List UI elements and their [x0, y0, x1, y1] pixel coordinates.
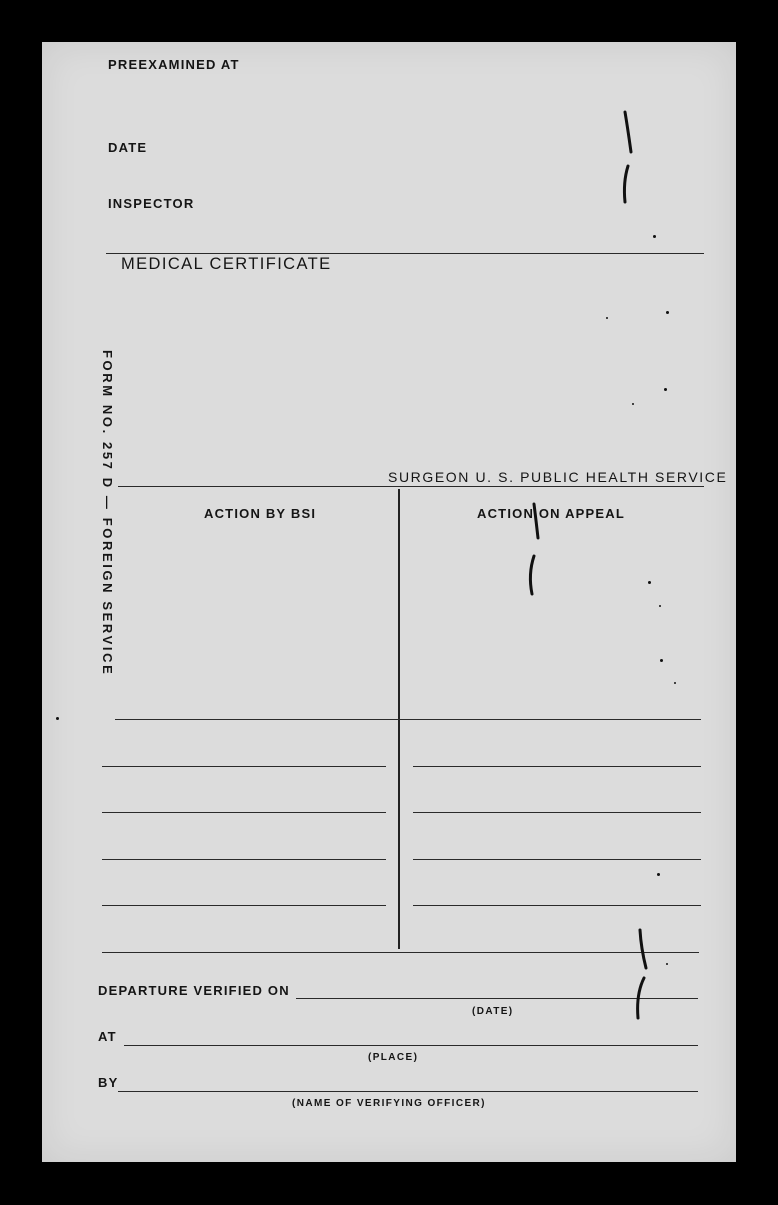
tick-mark-icon	[634, 926, 654, 972]
medical-certificate-card	[42, 42, 736, 1162]
officer-caption: (NAME OF VERIFYING OFFICER)	[292, 1098, 486, 1109]
bsi-line-1	[102, 766, 386, 767]
ink-speck	[648, 581, 651, 584]
appeal-line-2	[413, 812, 701, 813]
bsi-line-4	[102, 905, 386, 906]
surgeon-signature-line	[118, 486, 704, 487]
ink-speck	[666, 963, 668, 965]
ink-speck	[674, 682, 676, 684]
bsi-line-2	[102, 812, 386, 813]
form-number-vertical: FORM NO. 257 D — FOREIGN SERVICE	[100, 350, 115, 677]
ink-speck	[666, 311, 669, 314]
appeal-line-1	[413, 766, 701, 767]
departure-verified-label: DEPARTURE VERIFIED ON	[98, 983, 290, 998]
tick-mark-icon	[620, 108, 640, 158]
ink-speck	[632, 403, 634, 405]
officer-line	[118, 1091, 698, 1092]
ink-speck	[657, 873, 660, 876]
place-caption: (PLACE)	[368, 1052, 419, 1063]
tick-mark-icon	[632, 974, 652, 1022]
ink-speck	[606, 317, 608, 319]
date-caption: (DATE)	[472, 1006, 514, 1017]
by-label: BY	[98, 1075, 119, 1090]
place-line	[124, 1045, 698, 1046]
ink-speck	[660, 659, 663, 662]
tick-mark-icon	[524, 552, 542, 598]
preexamined-at-label: PREEXAMINED AT	[108, 57, 240, 72]
appeal-line-3	[413, 859, 701, 860]
at-label: AT	[98, 1029, 117, 1044]
appeal-line-4	[413, 905, 701, 906]
inspector-label: INSPECTOR	[108, 196, 195, 211]
date-label: DATE	[108, 140, 148, 155]
ink-speck	[659, 605, 661, 607]
surgeon-label: SURGEON U. S. PUBLIC HEALTH SERVICE	[388, 469, 728, 485]
action-box-bottom	[115, 719, 701, 720]
ink-speck	[664, 388, 667, 391]
bsi-line-3	[102, 859, 386, 860]
tick-mark-icon	[528, 500, 544, 542]
ink-speck	[56, 717, 59, 720]
ink-speck	[653, 235, 656, 238]
tick-mark-icon	[618, 162, 638, 207]
section-bottom-line	[102, 952, 699, 953]
action-appeal-heading: ACTION ON APPEAL	[477, 506, 626, 521]
action-bsi-heading: ACTION BY BSI	[204, 506, 317, 521]
certificate-title: MEDICAL CERTIFICATE	[121, 255, 332, 273]
